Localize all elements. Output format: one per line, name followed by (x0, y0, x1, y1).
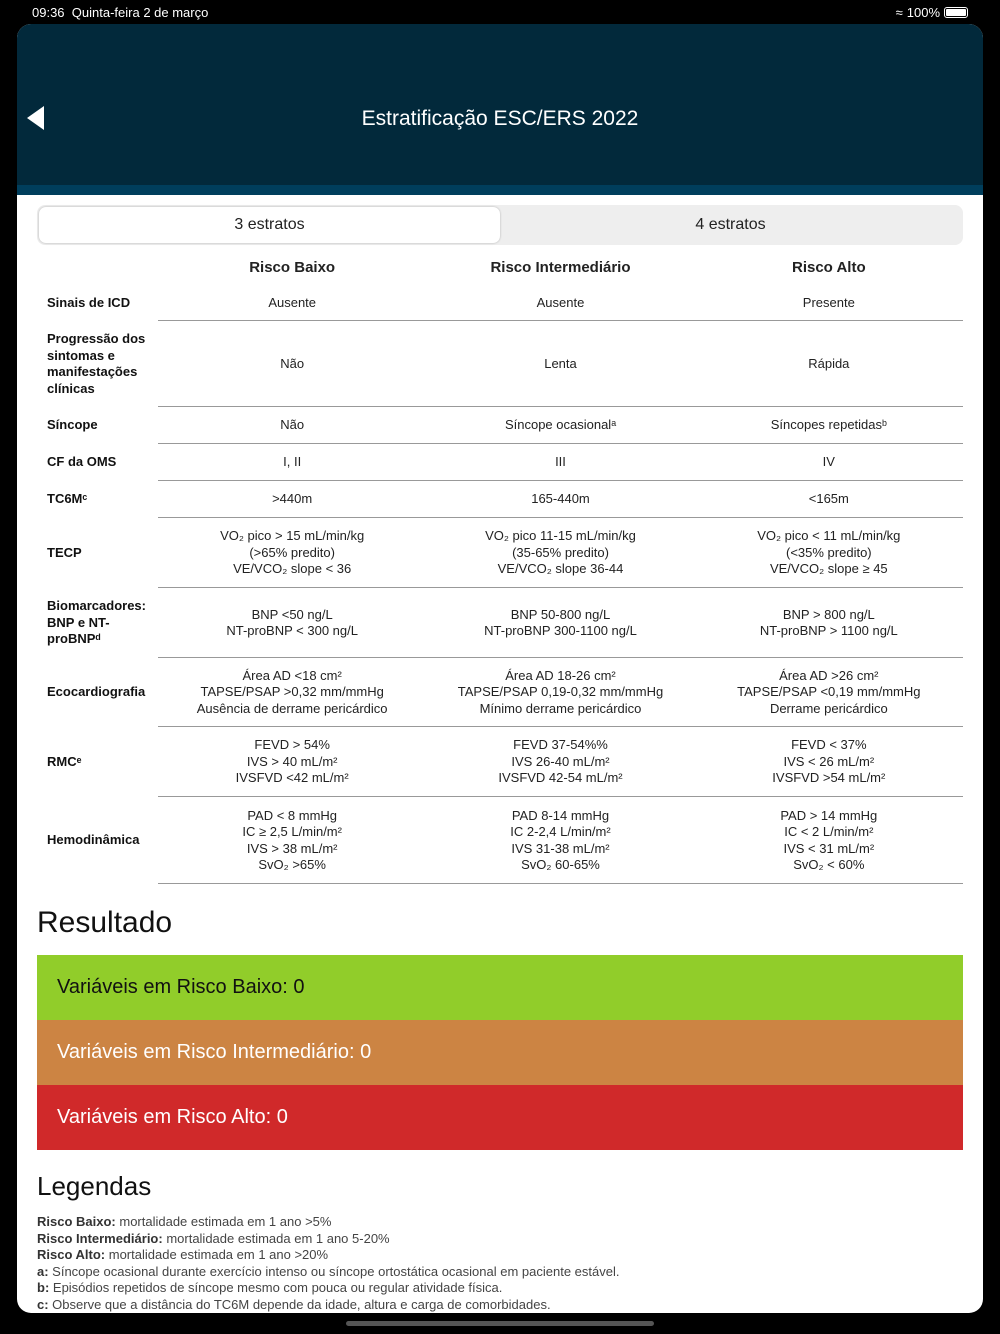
table-cell (426, 737, 694, 787)
cell-line: BNP > 800 ng/L (782, 606, 875, 622)
strata-segmented-control (37, 205, 963, 245)
cell-line: Síncopes repetidasᵇ (770, 417, 887, 433)
table-cell (426, 668, 694, 718)
row-label: RMCᵉ (47, 753, 82, 769)
table-row (37, 444, 963, 481)
table-cell (695, 356, 963, 373)
status-bar (0, 0, 1000, 24)
cell-line: Rápida (808, 355, 850, 371)
cell-line: BNP <50 ng/L (251, 606, 333, 622)
cell-line: VO₂ pico 11-15 mL/min/kg (485, 528, 636, 544)
table-cell (158, 356, 426, 373)
tab-4-estratos[interactable]: 4 estratos (695, 216, 766, 233)
legend-item (37, 1214, 619, 1231)
status-time: 09:36 (32, 5, 65, 20)
table-row (37, 481, 963, 518)
cell-line: IVSFVD <42 mL/m² (235, 770, 349, 786)
cell-line: (>65% predito) (249, 544, 335, 560)
cell-line: TAPSE/PSAP >0,32 mm/mmHg (200, 684, 384, 700)
table-row (37, 285, 963, 321)
cell-line: Não (280, 417, 305, 433)
cell-line: Lenta (544, 355, 577, 371)
cell-line: TAPSE/PSAP 0,19-0,32 mm/mmHg (457, 684, 664, 700)
row-label: Progressão dos sintomas e manifestações clínicas (47, 331, 146, 396)
cell-line: IVS < 26 mL/m² (783, 753, 875, 769)
row-label: CF da OMS (47, 454, 117, 470)
cell-line: BNP 50-800 ng/L (510, 606, 611, 622)
cell-line: Ausente (536, 294, 585, 310)
cell-line: SvO₂ < 60% (793, 857, 865, 872)
cell-line: Presente (802, 294, 855, 310)
cell-line: NT-proBNP < 300 ng/L (226, 623, 358, 638)
col-risco-intermediario: Risco Intermediário (490, 259, 631, 277)
cell-line: IC ≥ 2,5 L/min/m² (242, 824, 342, 839)
cell-line: IC < 2 L/min/m² (784, 824, 874, 839)
table-cell (426, 356, 694, 373)
status-date: Quinta-feira 2 de março (71, 5, 209, 20)
cell-line: (<35% predito) (786, 544, 872, 560)
row-label: Hemodinâmica (47, 832, 140, 848)
cell-line: Área AD <18 cm² (242, 667, 342, 683)
cell-line: TAPSE/PSAP <0,19 mm/mmHg (737, 684, 921, 700)
table-cell (695, 295, 963, 312)
cell-line: IVS < 31 mL/m² (783, 840, 875, 856)
legend-item (37, 1297, 619, 1314)
legend-title: Legendas (37, 1171, 152, 1201)
table-row (37, 518, 963, 588)
cell-line: III (555, 454, 566, 470)
table-row (37, 797, 963, 884)
legend-list (37, 1214, 619, 1313)
table-header (37, 252, 963, 285)
tab-3-estratos[interactable]: 3 estratos (39, 207, 500, 243)
table-cell (158, 808, 426, 874)
table-cell (426, 607, 694, 640)
col-risco-alto: Risco Alto (792, 259, 866, 277)
nav-header (17, 24, 983, 185)
cell-line: VE/VCO₂ slope < 36 (233, 561, 352, 577)
table-row (37, 321, 963, 407)
cell-line: Derrame pericárdico (769, 700, 888, 716)
cell-line: NT-proBNP > 1100 ng/L (759, 623, 898, 638)
cell-line: VO₂ pico > 15 mL/min/kg (220, 528, 365, 544)
table-cell (158, 417, 426, 434)
battery-level: 100% (906, 5, 940, 20)
cell-line: PAD 8-14 mmHg (511, 807, 610, 823)
table-cell (426, 491, 694, 508)
table-cell (426, 454, 694, 471)
row-label: TC6Mᶜ (47, 491, 88, 506)
legend-text: Observe que a distância do TC6M depende da idade, altura e carga de comorbidades. (48, 1296, 551, 1312)
table-cell (158, 607, 426, 640)
table-cell (695, 668, 963, 718)
table-cell (158, 668, 426, 718)
cell-line: FEVD < 37% (791, 737, 867, 753)
cell-line: SvO₂ >65% (258, 857, 326, 872)
status-time-date (32, 5, 208, 20)
legend-item (37, 1280, 619, 1297)
cell-line: VE/VCO₂ slope 36-44 (497, 561, 624, 577)
legend-key: b: (37, 1280, 50, 1295)
cell-line: 165-440m (531, 491, 590, 507)
cell-line: VE/VCO₂ slope ≥ 45 (769, 561, 888, 577)
cell-line: IVS 26-40 mL/m² (511, 753, 610, 769)
battery-icon (944, 7, 968, 18)
header-strip (17, 185, 983, 195)
table-cell (426, 808, 694, 874)
table-cell (158, 295, 426, 312)
cell-line: Ausente (268, 294, 317, 310)
cell-line: <165m (808, 491, 849, 507)
cell-line: FEVD 37-54%% (513, 737, 608, 753)
cell-line: NT-proBNP 300-1100 ng/L (484, 623, 637, 638)
legend-key: a: (37, 1263, 49, 1279)
table-row (37, 407, 963, 444)
cell-line: SvO₂ 60-65% (521, 857, 600, 872)
cell-line: Não (280, 355, 305, 371)
page-title: Estratificação ESC/ERS 2022 (361, 107, 639, 130)
cell-line: Ausência de derrame pericárdico (196, 700, 388, 716)
home-indicator[interactable] (346, 1321, 654, 1326)
legend-item (37, 1264, 619, 1281)
cell-line: I, II (283, 454, 302, 470)
cell-line: Área AD 18-26 cm² (505, 667, 616, 683)
table-cell (695, 417, 963, 434)
cell-line: IVS > 40 mL/m² (246, 753, 338, 769)
cell-line: PAD > 14 mmHg (780, 807, 878, 823)
table-cell (695, 528, 963, 578)
row-label: Sinais de ICD (47, 294, 131, 310)
table-cell (695, 607, 963, 640)
legend-text: mortalidade estimada em 1 ano >20% (105, 1247, 329, 1262)
table-row (37, 658, 963, 727)
table-cell (695, 737, 963, 787)
table-cell (695, 808, 963, 874)
legend-text: mortalidade estimada em 1 ano 5-20% (162, 1230, 390, 1246)
app-window (17, 24, 983, 1313)
table-cell (158, 737, 426, 787)
table-row (37, 588, 963, 658)
table-cell (426, 417, 694, 434)
table-cell (158, 454, 426, 471)
cell-line: Área AD >26 cm² (779, 667, 879, 683)
cell-line: (35-65% predito) (512, 544, 609, 560)
result-title: Resultado (37, 906, 173, 939)
legend-item (37, 1247, 619, 1264)
table-cell (426, 295, 694, 312)
table-cell (426, 528, 694, 578)
legend-key: Risco Intermediário: (37, 1230, 163, 1246)
cell-line: Mínimo derrame pericárdico (479, 700, 642, 716)
cell-line: IVS > 38 mL/m² (246, 840, 338, 856)
cell-line: VO₂ pico < 11 mL/min/kg (757, 528, 901, 544)
row-label: Ecocardiografia (47, 684, 146, 700)
cell-line: IVSFVD 42-54 mL/m² (498, 770, 623, 786)
row-label: TECP (47, 544, 82, 560)
legend-key: c: (37, 1296, 49, 1312)
col-risco-baixo: Risco Baixo (249, 259, 336, 277)
legend-text: Episódios repetidos de síncope mesmo com pouca ou regular atividade física. (49, 1280, 503, 1295)
table-row (37, 727, 963, 797)
row-label: Biomarcadores: BNP e NT-proBNPᵈ (47, 598, 146, 647)
result-bar: Variáveis em Risco Intermediário: 0 (37, 1020, 963, 1085)
legend-key: Risco Alto: (37, 1247, 106, 1262)
cell-line: IVS 31-38 mL/m² (511, 840, 610, 856)
table-cell (158, 491, 426, 508)
legend-text: mortalidade estimada em 1 ano >5% (115, 1214, 332, 1229)
cell-line: FEVD > 54% (254, 737, 330, 753)
cell-line: >440m (272, 491, 313, 507)
cell-line: PAD < 8 mmHg (247, 807, 338, 823)
result-bar: Variáveis em Risco Alto: 0 (37, 1085, 963, 1150)
table-cell (695, 454, 963, 471)
cell-line: IC 2-2,4 L/min/m² (510, 824, 611, 839)
table-cell (158, 528, 426, 578)
legend-key: Risco Baixo: (37, 1214, 116, 1229)
result-bar: Variáveis em Risco Baixo: 0 (37, 955, 963, 1020)
risk-table (37, 252, 963, 884)
table-cell (695, 491, 963, 508)
legend-item (37, 1231, 619, 1248)
cell-line: IV (822, 454, 835, 470)
wifi-icon: ≈ (895, 5, 903, 20)
cell-line: Síncope ocasionalᵃ (504, 417, 617, 433)
row-label: Síncope (47, 417, 98, 433)
legend-text: Síncope ocasional durante exercício intenso ou síncope ortostática ocasional em paciente estável. (48, 1263, 620, 1279)
cell-line: IVSFVD >54 mL/m² (772, 770, 886, 786)
